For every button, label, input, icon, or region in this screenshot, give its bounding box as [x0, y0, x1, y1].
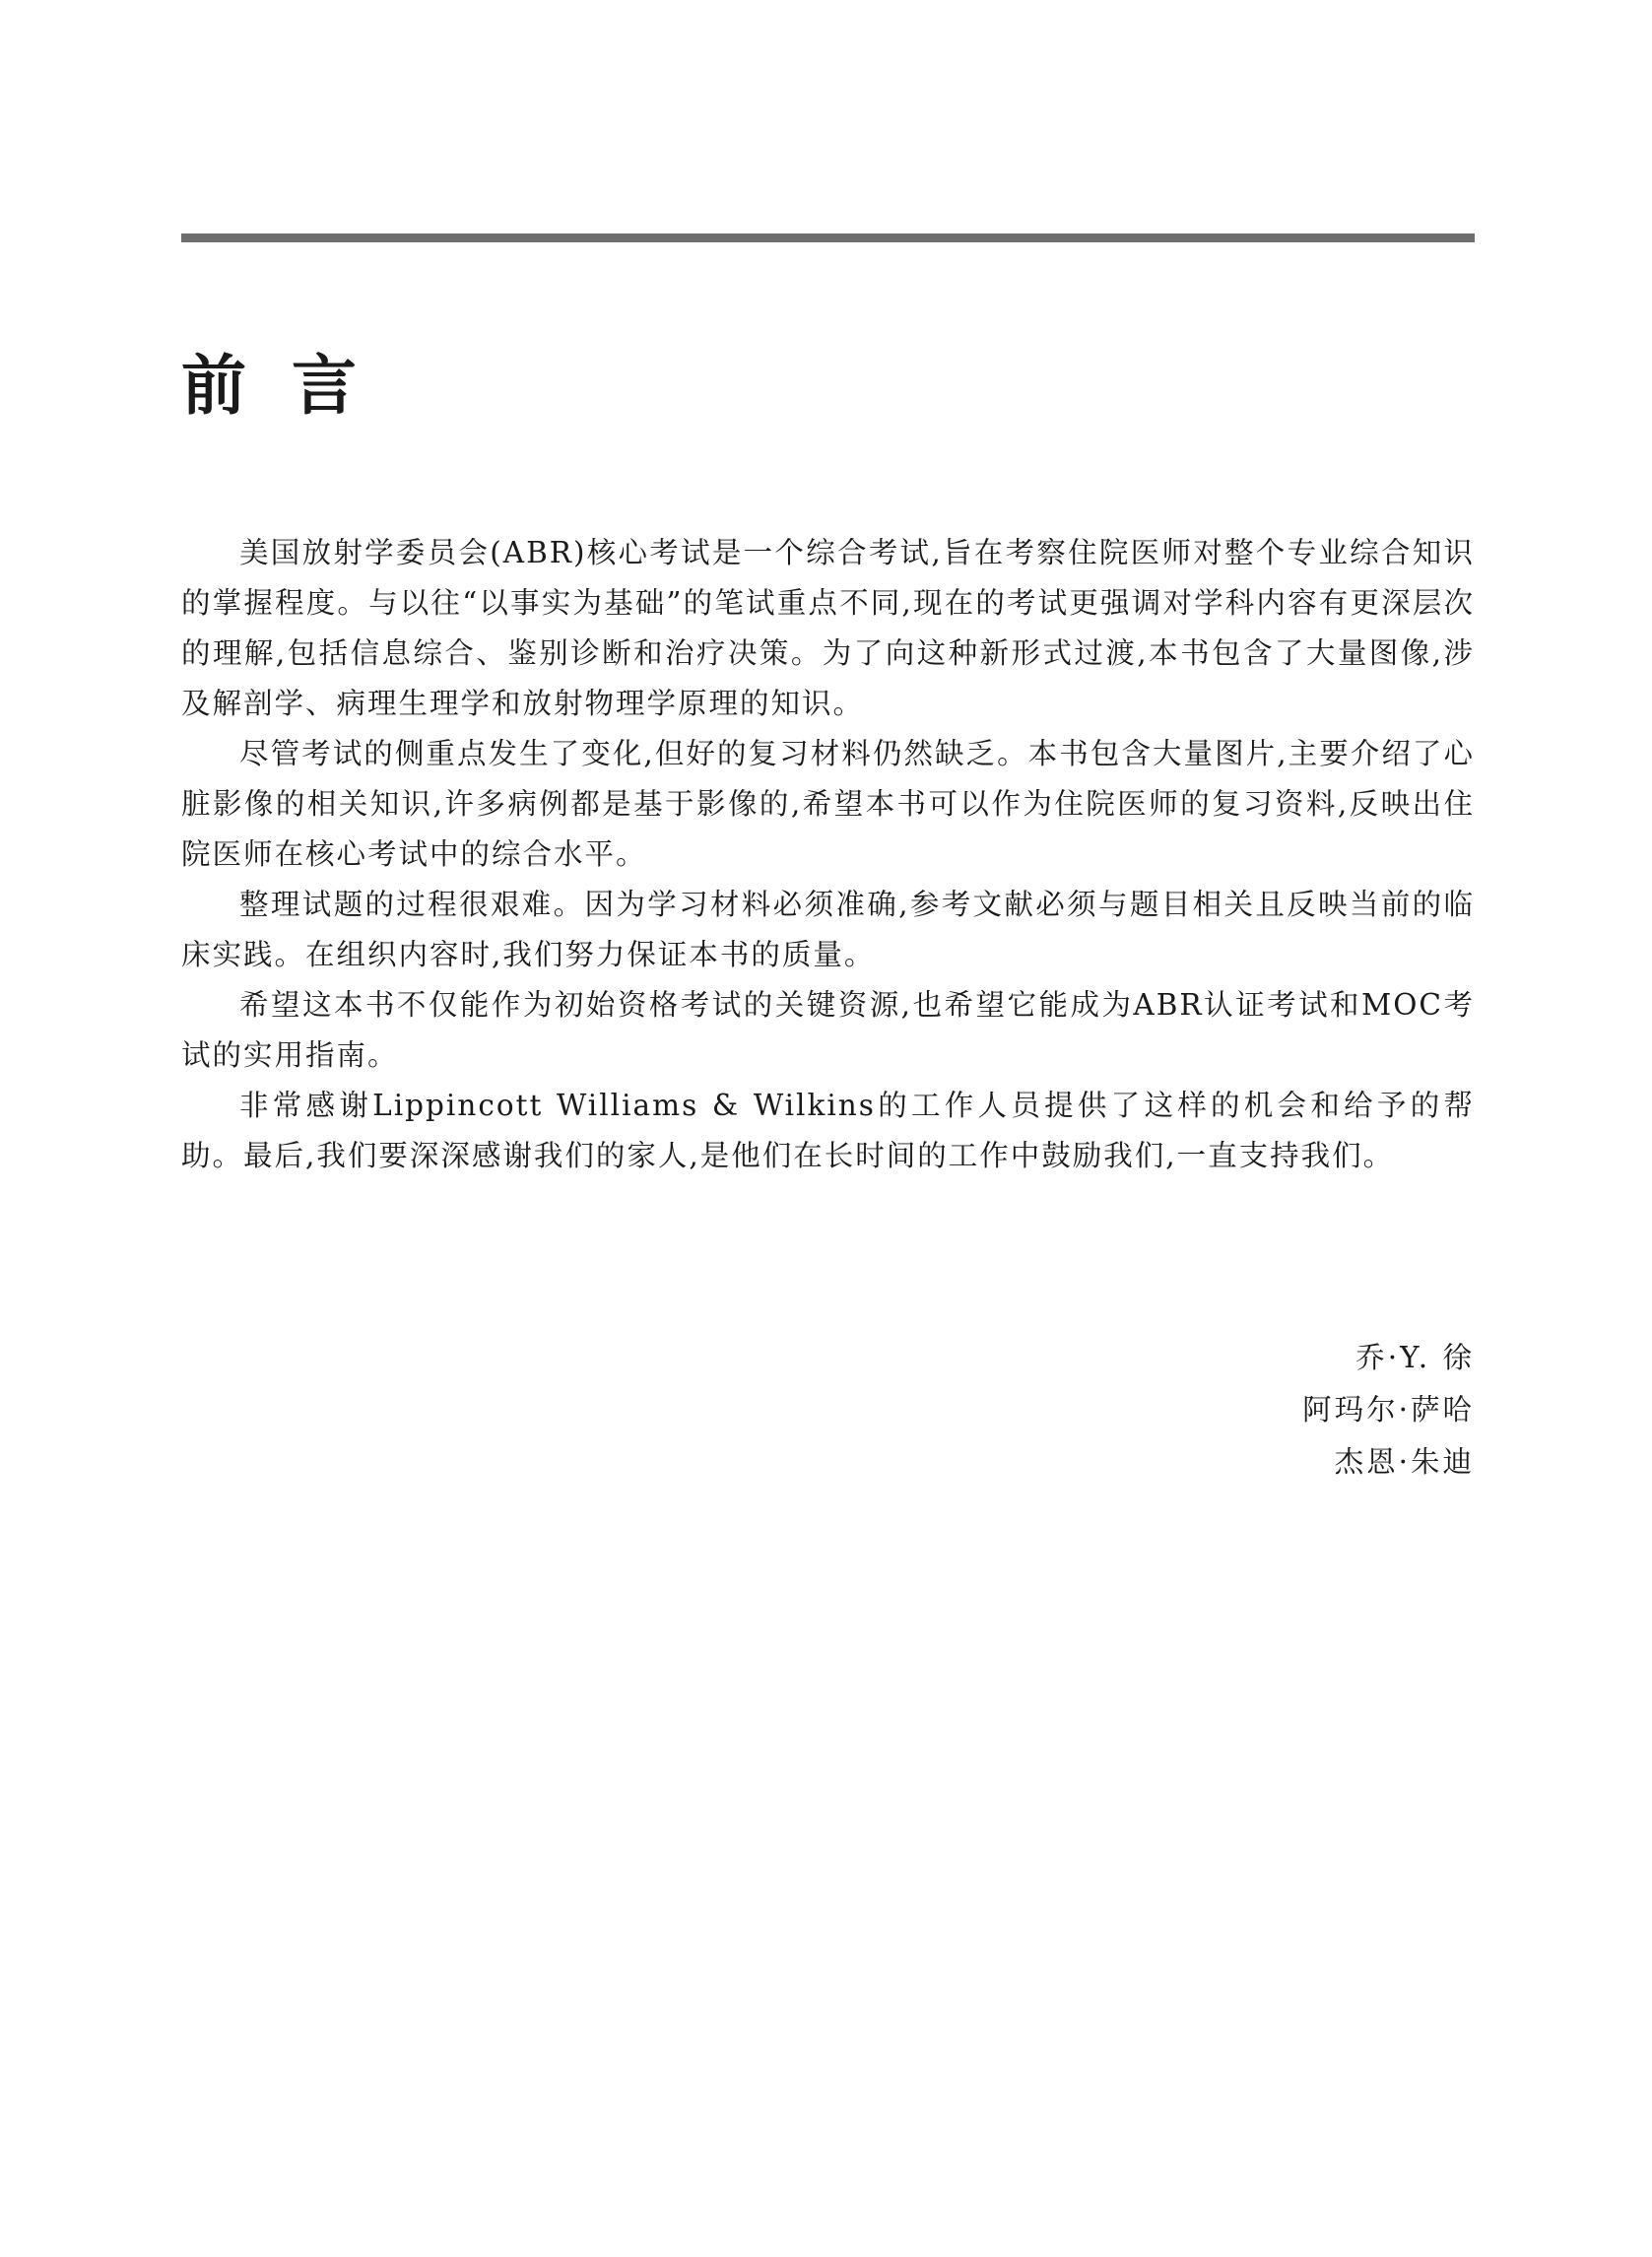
- paragraph: 尽管考试的侧重点发生了变化,但好的复习材料仍然缺乏。本书包含大量图片,主要介绍了心脏影像的相关知识,许多病例都是基于影像的,希望本书可以作为住院医师的复习资料,反映出住院医师在核心考试中的综合水平。: [181, 737, 1475, 871]
- author-signatures: [1302, 1332, 1475, 1489]
- paragraph: 希望这本书不仅能作为初始资格考试的关键资源,也希望它能成为ABR认证考试和MOC考试的实用指南。: [181, 988, 1475, 1072]
- page-title: 前言: [181, 348, 402, 424]
- header-rule: [181, 233, 1475, 242]
- paragraph: 整理试题的过程很艰难。因为学习材料必须准确,参考文献必须与题目相关且反映当前的临床实践。在组织内容时,我们努力保证本书的质量。: [181, 888, 1475, 971]
- paragraph: 非常感谢Lippincott Williams & Wilkins的工作人员提供了这样的机会和给予的帮助。最后,我们要深深感谢我们的家人,是他们在长时间的工作中鼓励我们,一直支持我们。: [181, 1089, 1475, 1172]
- paragraph: 美国放射学委员会(ABR)核心考试是一个综合考试,旨在考察住院医师对整个专业综合知识的掌握程度。与以往“以事实为基础”的笔试重点不同,现在的考试更强调对学科内容有更深层次的理解,包括信息综合、鉴别诊断和治疗决策。为了向这种新形式过渡,本书包含了大量图像,涉及解剖学、病理生理学和放射物理学原理的知识。: [181, 536, 1475, 720]
- author-name: 杰恩·朱迪: [1334, 1445, 1475, 1479]
- author-name: 乔·Y. 徐: [1355, 1341, 1475, 1374]
- author-name: 阿玛尔·萨哈: [1302, 1393, 1475, 1427]
- preface-body: [181, 528, 1475, 1181]
